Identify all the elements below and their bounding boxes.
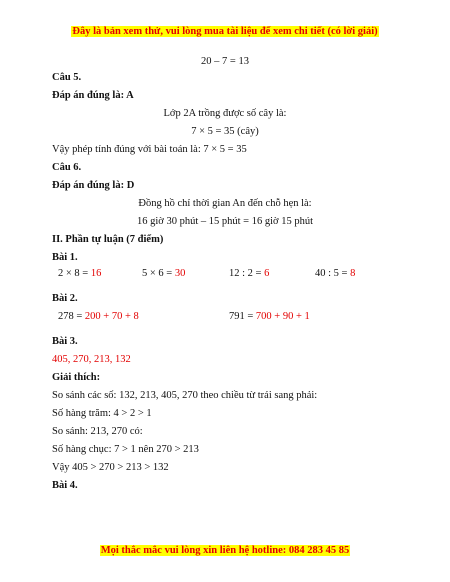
q6-line2: 16 giờ 30 phút – 15 phút = 16 giờ 15 phút [137, 216, 313, 227]
q5-conclusion: Vậy phép tính đúng với bài toán là: 7 × 5 = 35 [52, 144, 247, 155]
answer-value: 700 + 90 + 1 [255, 311, 310, 322]
answer-value: 16 [90, 268, 102, 279]
bai1-item [142, 267, 185, 280]
bai1-item [315, 267, 355, 280]
section-2-heading: II. Phần tự luận (7 điểm) [52, 234, 164, 245]
q6-answer: Đáp án đúng là: D [52, 180, 135, 191]
bai1-item [58, 267, 101, 280]
bai2-heading: Bài 2. [52, 293, 78, 304]
q6-line1: Đồng hồ chỉ thời gian An đến chỗ hẹn là: [138, 198, 312, 209]
bai1-heading: Bài 1. [52, 252, 78, 263]
bai3-explain-line: Số hàng chục: 7 > 1 nên 270 > 213 [52, 444, 199, 455]
preview-notice-text: Đây là bản xem thử, vui lòng mua tài liệu để xem chi tiết (có lời giải) [72, 26, 378, 37]
bai4-heading: Bài 4. [52, 480, 78, 491]
bai3-answer: 405, 270, 213, 132 [52, 354, 131, 365]
q6-heading: Câu 6. [52, 162, 82, 173]
bai1-item [229, 267, 269, 280]
hotline-text: Mọi thắc mắc vui lòng xin liên hệ hotline: 084 283 45 85 [100, 545, 350, 556]
answer-value: 200 + 70 + 8 [84, 311, 139, 322]
answer-value: 30 [174, 268, 186, 279]
hotline-banner [0, 545, 450, 556]
bai3-explain-line: So sánh các số: 132, 213, 405, 270 theo chiều từ trái sang phải: [52, 390, 318, 401]
bai3-explain-line: So sánh: 213, 270 có: [52, 426, 143, 437]
answer-value: 6 [264, 268, 270, 279]
bai3-explain-heading: Giải thích: [52, 372, 101, 383]
bai2-item [229, 310, 310, 323]
bai2-item [58, 310, 139, 323]
q5-answer: Đáp án đúng là: A [52, 90, 134, 101]
expression: 5 × 6 = [142, 268, 175, 279]
expression: 2 × 8 = [58, 268, 91, 279]
expression: 12 : 2 = [229, 268, 265, 279]
q5-line1: Lớp 2A trồng được số cây là: [163, 108, 287, 119]
q4-calculation: 20 – 7 = 13 [201, 56, 249, 67]
bai3-explain-line: Số hàng trăm: 4 > 2 > 1 [52, 408, 152, 419]
q5-line2: 7 × 5 = 35 (cây) [191, 126, 259, 137]
preview-notice-banner [0, 26, 450, 37]
expression: 791 = [229, 311, 256, 322]
answer-value: 8 [350, 268, 356, 279]
expression: 40 : 5 = [315, 268, 351, 279]
q5-heading: Câu 5. [52, 72, 82, 83]
bai3-explain-line: Vậy 405 > 270 > 213 > 132 [52, 462, 169, 473]
bai3-heading: Bài 3. [52, 336, 78, 347]
expression: 278 = [58, 311, 85, 322]
